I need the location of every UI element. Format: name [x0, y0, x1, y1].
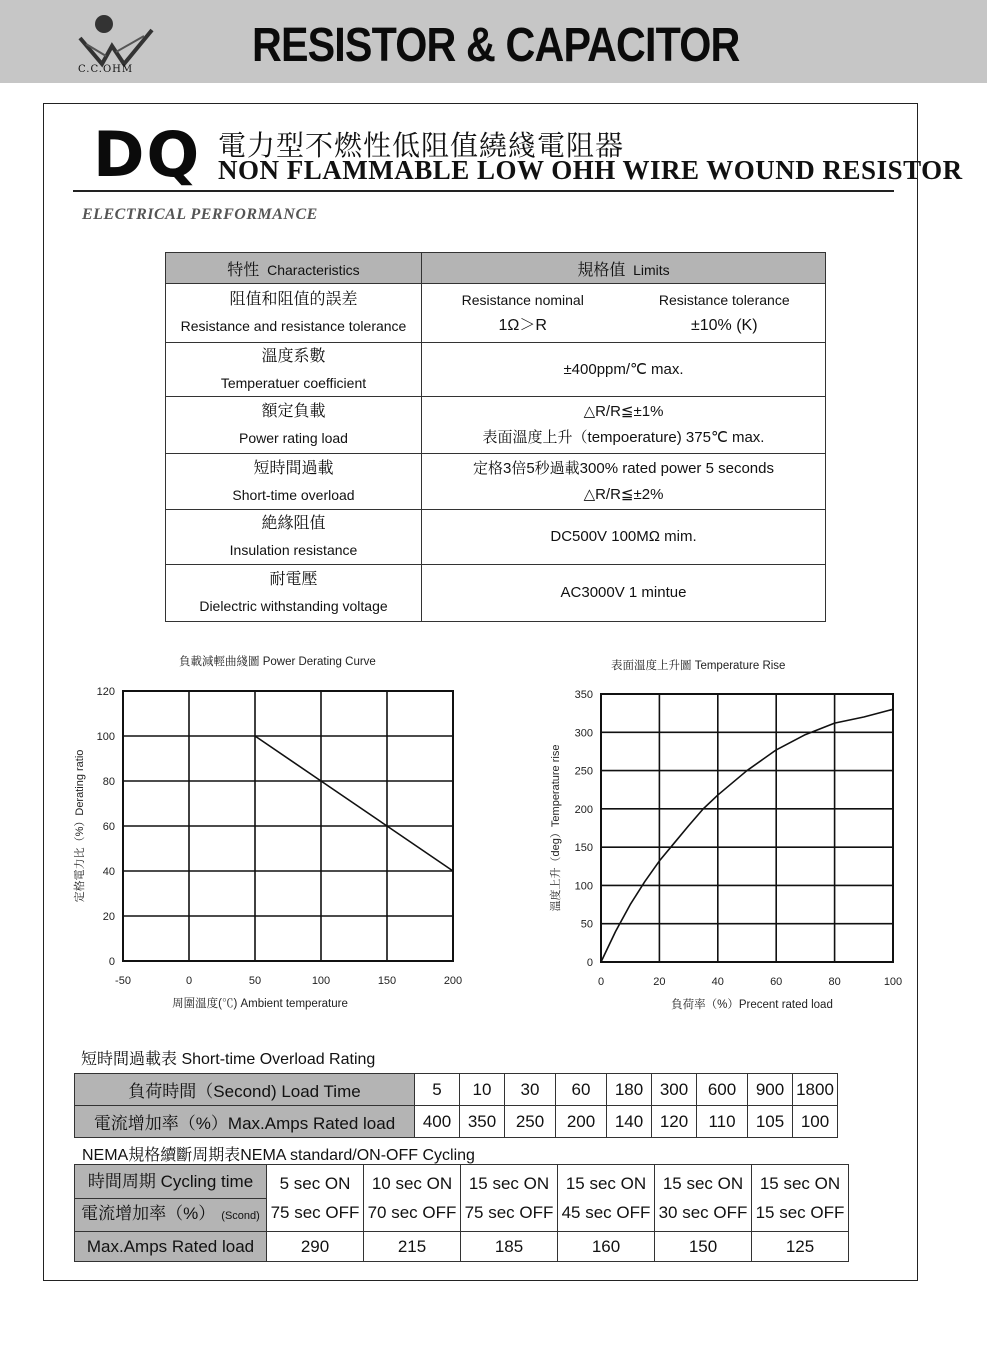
cycle-off: 45 sec OFF	[561, 1203, 651, 1222]
limit-cell	[422, 454, 826, 510]
characteristic-en: Short-time overload	[232, 486, 355, 503]
table-cell: 105	[748, 1106, 793, 1138]
characteristic-cell	[166, 454, 422, 510]
limit-cell	[422, 397, 826, 454]
limit-line: DC500V 100MΩ mim.	[550, 528, 697, 545]
limit-cell	[422, 565, 826, 622]
y-tick-label: 60	[102, 821, 115, 833]
table-row	[166, 454, 826, 510]
cycle-on: 15 sec ON	[468, 1174, 550, 1193]
cycle-off: 70 sec OFF	[367, 1203, 457, 1222]
header-limit-zh: 規格值	[577, 261, 626, 279]
model-code: DQ	[93, 118, 202, 191]
characteristic-zh: 絶緣阻值	[261, 515, 326, 532]
x-tick-label: 100	[311, 975, 331, 987]
characteristic-en: Resistance and resistance tolerance	[180, 318, 407, 334]
characteristic-cell	[166, 397, 422, 454]
table-cell: 400	[415, 1106, 460, 1138]
characteristic-en: Power rating load	[239, 430, 348, 446]
limit-cell	[422, 343, 826, 397]
table-cell: 100	[793, 1106, 838, 1138]
rate-label-text: 電流增加率（%）	[81, 1204, 216, 1223]
y-tick-label: 250	[574, 765, 593, 778]
limit-line: △R/R≦±2%	[583, 485, 664, 503]
header-limit-en: Limits	[633, 261, 670, 278]
tolerance-value: ±10% (K)	[690, 317, 758, 334]
nema-cycling-table	[74, 1164, 849, 1262]
page-title: RESISTOR & CAPACITOR	[252, 19, 740, 72]
cycle-on: 15 sec ON	[565, 1174, 647, 1193]
table-cell: 10	[460, 1074, 505, 1106]
table-cell: 215	[364, 1232, 461, 1262]
y-axis-label: 定格電力比（%）Derating ratio	[74, 749, 86, 903]
table-cell: 290	[267, 1232, 364, 1262]
limit-line: 表面溫度上升（tempoerature) 375℃ max.	[482, 429, 765, 446]
table-cell: 185	[461, 1232, 558, 1262]
table-row	[166, 510, 826, 565]
x-tick-label: 100	[883, 976, 903, 988]
characteristic-zh: 耐電壓	[269, 571, 318, 588]
limit-cell	[422, 284, 826, 343]
characteristics-header	[166, 253, 422, 284]
characteristic-zh: 額定負載	[261, 403, 326, 420]
x-tick-label: 0	[185, 975, 193, 987]
table-row	[166, 284, 826, 343]
table-row	[75, 1106, 838, 1138]
table-row	[166, 343, 826, 397]
y-tick-label: 100	[574, 880, 593, 893]
cycle-off: 75 sec OFF	[270, 1203, 360, 1222]
series-line	[255, 736, 453, 871]
characteristic-cell	[166, 284, 422, 343]
x-axis-label: 負荷率（%）Precent rated load	[671, 999, 833, 1011]
cycle-off: 15 sec OFF	[755, 1203, 845, 1222]
cycle-cell	[364, 1165, 461, 1232]
cycle-cell	[752, 1165, 849, 1232]
y-tick-label: 120	[96, 686, 115, 698]
cycle-off: 75 sec OFF	[464, 1203, 554, 1222]
table-cell: 250	[505, 1106, 556, 1138]
cycle-cell	[558, 1165, 655, 1232]
x-tick-label: 20	[653, 976, 666, 988]
limit-line: △R/R≦±1%	[583, 403, 664, 420]
characteristic-en: Dielectric withstanding voltage	[199, 598, 388, 614]
section-heading: ELECTRICAL PERFORMANCE	[82, 206, 318, 223]
plot-frame	[601, 694, 893, 962]
header-char-zh: 特性	[227, 261, 260, 279]
nominal-value: 1Ω＞R	[498, 317, 547, 334]
characteristic-en: Insulation resistance	[229, 542, 358, 558]
cycle-on: 15 sec ON	[662, 1174, 744, 1193]
characteristic-zh: 溫度系數	[261, 347, 326, 365]
characteristic-zh: 阻值和阻值的誤差	[229, 291, 358, 308]
x-axis-label: 周圍溫度(℃) Ambient temperature	[172, 998, 348, 1010]
table-cell: 140	[607, 1106, 652, 1138]
cycling-label-cell	[75, 1165, 267, 1232]
y-tick-label: 0	[586, 957, 593, 969]
table-header-row	[166, 253, 826, 284]
logo-text: C.C.OHM	[78, 64, 134, 75]
table-cell: 350	[460, 1106, 505, 1138]
limit-line: 定格3倍5秒過載300% rated power 5 seconds	[473, 459, 774, 477]
x-tick-label: 200	[443, 975, 463, 987]
tolerance-label: Resistance tolerance	[658, 292, 790, 308]
characteristic-cell	[166, 510, 422, 565]
x-tick-label: 80	[828, 976, 841, 988]
table-row	[75, 1165, 849, 1232]
x-tick-label: 50	[248, 975, 262, 987]
table-cell: 5	[415, 1074, 460, 1106]
table-cell: 300	[652, 1074, 697, 1106]
product-title-zh: 電力型不燃性低阻值繞綫電阻器	[218, 129, 625, 162]
y-axis-label: 溫度上升（deg）Temperature rise	[550, 744, 562, 912]
y-tick-label: 350	[574, 689, 593, 701]
characteristic-zh: 短時間過載	[253, 459, 334, 477]
table-cell: 120	[652, 1106, 697, 1138]
table-cell: 200	[556, 1106, 607, 1138]
characteristic-cell	[166, 565, 422, 622]
x-tick-label: 60	[770, 976, 783, 988]
cycle-on: 15 sec ON	[759, 1174, 841, 1193]
y-tick-label: 150	[574, 842, 593, 855]
table-cell: 160	[558, 1232, 655, 1262]
limit-cell	[422, 510, 826, 565]
max-amps-label: 電流增加率（%）Max.Amps Rated load	[75, 1106, 415, 1138]
y-tick-label: 80	[102, 776, 115, 788]
nominal-label: Resistance nominal	[461, 292, 584, 308]
x-tick-label: -50	[115, 975, 131, 987]
table-cell: 30	[505, 1074, 556, 1106]
temperature-rise-chart-title: 表面溫度上升圖 Temperature Rise	[611, 660, 786, 672]
y-tick-label: 200	[574, 803, 593, 816]
table-row	[166, 565, 826, 622]
cycle-cell	[461, 1165, 558, 1232]
nema-table-caption: NEMA規格續斷周期表NEMA standard/ON-OFF Cycling	[82, 1147, 475, 1164]
x-tick-label: 40	[711, 976, 724, 988]
rate-label	[75, 1199, 266, 1231]
table-row	[75, 1074, 838, 1106]
limits-header	[422, 253, 826, 284]
x-tick-label: 0	[597, 976, 605, 988]
product-title-en: NON FLAMMABLE LOW OHH WIRE WOUND RESISTOR	[218, 155, 963, 185]
table-cell: 125	[752, 1232, 849, 1262]
overload-rating-table	[74, 1073, 838, 1138]
power-derating-chart	[65, 676, 485, 1056]
load-time-label: 負荷時間（Second) Load Time	[75, 1074, 415, 1106]
table-cell: 600	[697, 1074, 748, 1106]
max-amps-label: Max.Amps Rated load	[75, 1232, 267, 1262]
y-tick-label: 50	[580, 918, 593, 931]
overload-table-caption: 短時間過載表 Short-time Overload Rating	[81, 1051, 376, 1068]
y-tick-label: 20	[102, 911, 115, 923]
second-tag: (Scond)	[221, 1210, 260, 1222]
derating-chart-title: 負載減輕曲綫圖 Power Derating Curve	[179, 656, 376, 668]
table-cell: 180	[607, 1074, 652, 1106]
y-tick-label: 300	[574, 727, 593, 740]
header-char-en: Characteristics	[267, 261, 360, 278]
table-cell: 60	[556, 1074, 607, 1106]
x-tick-label: 150	[377, 975, 397, 987]
y-tick-label: 100	[96, 731, 115, 743]
table-cell: 150	[655, 1232, 752, 1262]
y-tick-label: 0	[108, 956, 115, 968]
cycle-cell	[267, 1165, 364, 1232]
table-cell: 1800	[793, 1074, 838, 1106]
limit-line: AC3000V 1 mintue	[560, 584, 687, 601]
cycle-on: 10 sec ON	[371, 1174, 453, 1193]
title-divider	[73, 190, 894, 192]
temperature-rise-chart	[537, 678, 937, 1063]
cycle-off: 30 sec OFF	[658, 1203, 748, 1222]
cycle-cell	[655, 1165, 752, 1232]
characteristic-en: Temperatuer coefficient	[220, 374, 367, 391]
cycle-on: 5 sec ON	[279, 1174, 351, 1193]
characteristic-cell	[166, 343, 422, 397]
y-tick-label: 40	[102, 866, 115, 878]
electrical-performance-table	[165, 252, 826, 622]
cycling-time-label: 時間周期 Cycling time	[75, 1165, 266, 1199]
table-row	[75, 1232, 849, 1262]
table-cell: 900	[748, 1074, 793, 1106]
table-cell: 110	[697, 1106, 748, 1138]
table-row	[166, 397, 826, 454]
limit-line: ±400ppm/℃ max.	[563, 360, 684, 378]
